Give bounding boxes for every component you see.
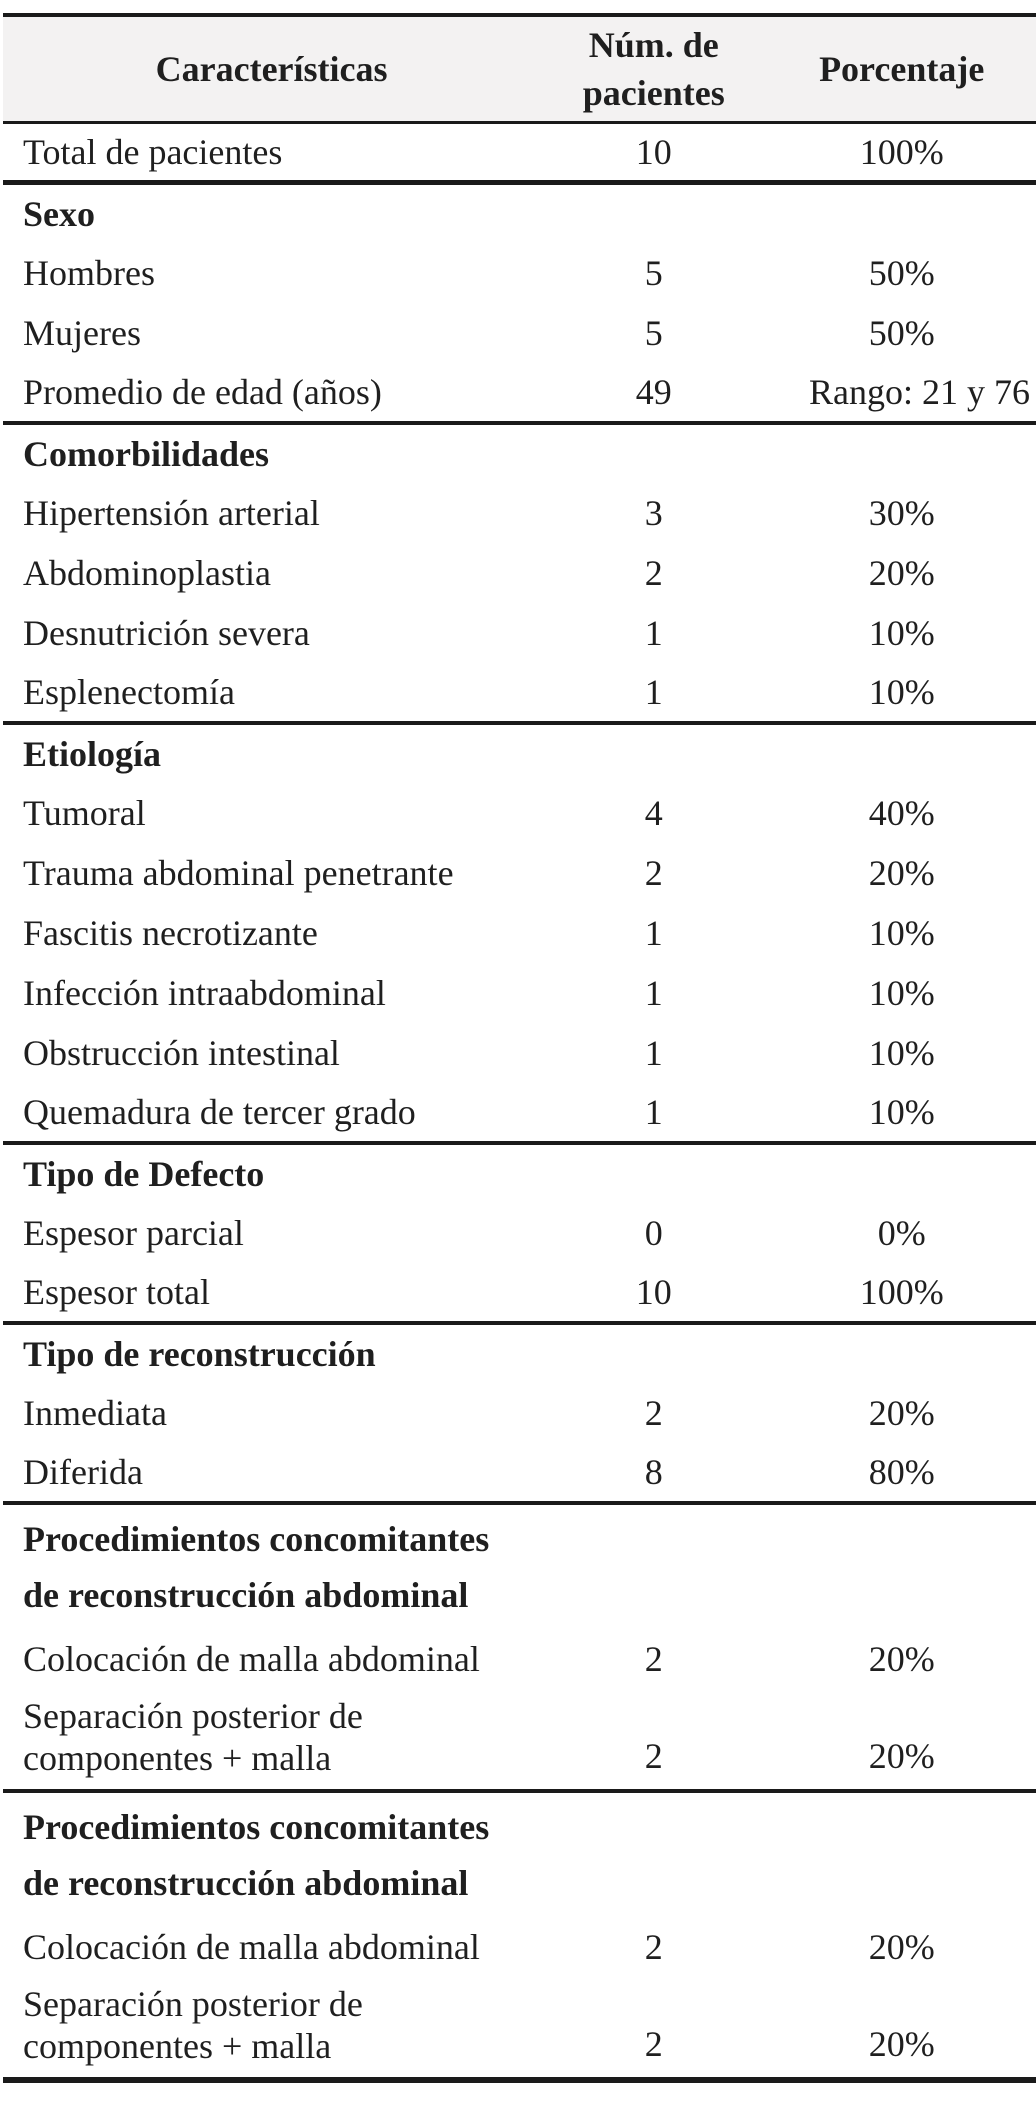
section-title: Etiología (23, 733, 162, 774)
section-title: Tipo de Defecto (23, 1153, 265, 1194)
table-row (3, 1023, 1036, 1083)
row-label-line2: componentes + malla (23, 2025, 332, 2066)
row-count: 8 (644, 1451, 663, 1492)
row-label: Quemadura de tercer grado (23, 1091, 416, 1132)
section-title (3, 1503, 1036, 1629)
row-label-line1: Separación posterior de (23, 1983, 363, 2024)
section-row (3, 1323, 1036, 1383)
row-label: Fascitis necrotizante (23, 912, 318, 953)
row-percent: 10% (868, 671, 935, 712)
patients-characteristics-table (3, 13, 1036, 2083)
table-row (3, 123, 1036, 183)
table-row (3, 963, 1036, 1023)
row-percent: 20% (868, 1926, 935, 1967)
row-count: 1 (644, 1091, 663, 1132)
row-count: 1 (644, 1032, 663, 1073)
column-header-num-line2: pacientes (582, 73, 725, 113)
row-label: Obstrucción intestinal (23, 1032, 340, 1073)
row-percent: 20% (868, 1638, 935, 1679)
row-count: 49 (635, 371, 672, 412)
table-row (3, 663, 1036, 723)
section-row (3, 723, 1036, 783)
table-row (3, 1977, 1036, 2080)
table-row (3, 1629, 1036, 1689)
section-title-line1: Procedimientos concomitantes (23, 1806, 490, 1847)
row-count: 4 (644, 792, 663, 833)
section-title-line2: de reconstrucción abdominal (23, 1574, 469, 1615)
row-count: 1 (644, 972, 663, 1013)
table-row (3, 783, 1036, 843)
row-percent: 10% (868, 612, 935, 653)
table-row (3, 1203, 1036, 1263)
row-label-line1: Separación posterior de (23, 1695, 363, 1736)
row-count: 1 (644, 671, 663, 712)
row-count: 2 (644, 1392, 663, 1433)
section-title (3, 1791, 1036, 1917)
section-row (3, 423, 1036, 483)
table-row (3, 243, 1036, 303)
row-percent: 20% (868, 852, 935, 893)
row-label: Inmediata (23, 1392, 167, 1433)
row-count: 3 (644, 492, 663, 533)
column-header-porcentaje: Porcentaje (819, 49, 985, 89)
row-count: 2 (644, 852, 663, 893)
column-header-num-pacientes (540, 15, 767, 123)
row-label: Hipertensión arterial (23, 492, 320, 533)
table-row (3, 903, 1036, 963)
row-percent: 80% (868, 1451, 935, 1492)
table-row (3, 1443, 1036, 1503)
row-label: Promedio de edad (años) (23, 371, 382, 412)
row-count: 1 (644, 612, 663, 653)
row-count: 2 (644, 552, 663, 593)
row-percent: 50% (868, 252, 935, 293)
row-label (3, 1977, 540, 2080)
column-header-caracteristicas: Características (155, 49, 388, 89)
table-row (3, 543, 1036, 603)
row-label: Infección intraabdominal (23, 972, 386, 1013)
section-title-line1: Procedimientos concomitantes (23, 1518, 490, 1559)
row-label: Diferida (23, 1451, 143, 1492)
row-label: Mujeres (23, 312, 141, 353)
row-count: 1 (644, 912, 663, 953)
table-row (3, 1917, 1036, 1977)
row-percent: 100% (859, 132, 944, 172)
section-title: Sexo (23, 193, 95, 234)
row-label: Abdominoplastia (23, 552, 271, 593)
section-title-line2: de reconstrucción abdominal (23, 1862, 469, 1903)
table-row (3, 1689, 1036, 1791)
row-count: 2 (644, 1638, 663, 1679)
row-label: Total de pacientes (23, 132, 283, 172)
row-label: Esplenectomía (23, 671, 235, 712)
row-label (3, 1689, 540, 1791)
row-count: 10 (635, 132, 672, 172)
table-row (3, 1383, 1036, 1443)
row-percent: 20% (868, 552, 935, 593)
row-label: Colocación de malla abdominal (23, 1926, 480, 1967)
row-count: 5 (644, 312, 663, 353)
table-row (3, 603, 1036, 663)
row-percent: 40% (868, 792, 935, 833)
table-row (3, 843, 1036, 903)
row-percent: 30% (868, 492, 935, 533)
row-percent: 10% (868, 1091, 935, 1132)
section-title: Comorbilidades (23, 433, 270, 474)
section-row (3, 1503, 1036, 1629)
row-label: Tumoral (23, 792, 146, 833)
row-percent: 20% (868, 1392, 935, 1433)
row-range: Rango: 21 y 76 (809, 371, 1030, 412)
table-header-row (3, 15, 1036, 123)
table-row (3, 483, 1036, 543)
row-label: Desnutrición severa (23, 612, 310, 653)
row-count: 0 (644, 1212, 663, 1253)
section-title: Tipo de reconstrucción (23, 1333, 376, 1374)
row-label: Espesor total (23, 1271, 210, 1312)
row-count: 10 (635, 1271, 672, 1312)
row-percent: 10% (868, 912, 935, 953)
column-header-num-line1: Núm. de (588, 25, 719, 65)
row-percent: 0% (877, 1212, 926, 1253)
table-row (3, 1263, 1036, 1323)
row-percent: 100% (859, 1271, 944, 1312)
section-row (3, 183, 1036, 243)
table-row (3, 1083, 1036, 1143)
row-percent: 10% (868, 1032, 935, 1073)
section-row (3, 1143, 1036, 1203)
row-percent: 20% (868, 2023, 935, 2064)
row-count: 2 (644, 1735, 663, 1776)
table-row (3, 303, 1036, 363)
section-row (3, 1791, 1036, 1917)
row-percent: 20% (868, 1735, 935, 1776)
row-label: Trauma abdominal penetrante (23, 852, 454, 893)
row-count: 5 (644, 252, 663, 293)
row-percent: 50% (868, 312, 935, 353)
row-label: Colocación de malla abdominal (23, 1638, 480, 1679)
row-percent: 10% (868, 972, 935, 1013)
row-label: Espesor parcial (23, 1212, 244, 1253)
row-count: 2 (644, 1926, 663, 1967)
row-label-line2: componentes + malla (23, 1737, 332, 1778)
row-count: 2 (644, 2023, 663, 2064)
row-label: Hombres (23, 252, 155, 293)
table-row (3, 363, 1036, 423)
